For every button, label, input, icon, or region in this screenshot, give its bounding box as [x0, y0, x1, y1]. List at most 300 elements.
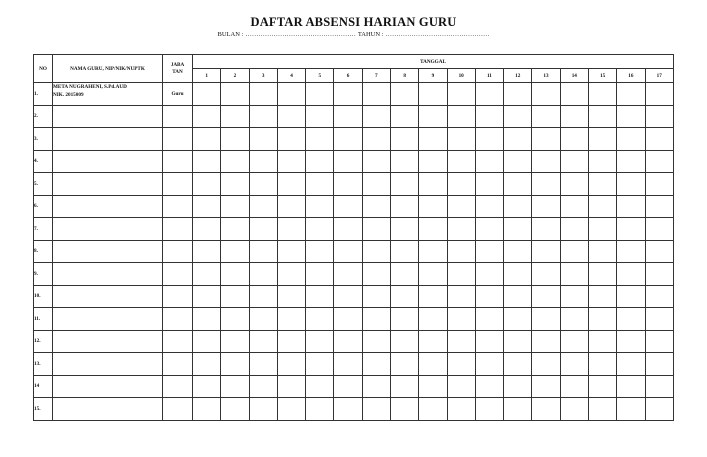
- attendance-cell[interactable]: [249, 195, 277, 218]
- attendance-cell[interactable]: [645, 308, 674, 331]
- attendance-cell[interactable]: [306, 240, 334, 263]
- attendance-cell[interactable]: [277, 375, 305, 398]
- attendance-cell[interactable]: [532, 173, 560, 196]
- attendance-cell[interactable]: [419, 150, 447, 173]
- jabatan-cell[interactable]: Guru: [163, 83, 193, 106]
- attendance-cell[interactable]: [588, 263, 616, 286]
- attendance-cell[interactable]: [419, 308, 447, 331]
- attendance-cell[interactable]: [334, 218, 362, 241]
- attendance-cell[interactable]: [277, 330, 305, 353]
- attendance-cell[interactable]: [588, 330, 616, 353]
- attendance-cell[interactable]: [193, 83, 221, 106]
- attendance-cell[interactable]: [532, 375, 560, 398]
- teacher-name-cell[interactable]: [53, 263, 163, 286]
- attendance-cell[interactable]: [249, 398, 277, 421]
- attendance-cell[interactable]: [193, 375, 221, 398]
- attendance-cell[interactable]: [362, 240, 390, 263]
- attendance-cell[interactable]: [419, 240, 447, 263]
- attendance-cell[interactable]: [193, 308, 221, 331]
- attendance-cell[interactable]: [504, 285, 532, 308]
- attendance-cell[interactable]: [334, 398, 362, 421]
- attendance-cell[interactable]: [588, 285, 616, 308]
- attendance-cell[interactable]: [560, 195, 588, 218]
- attendance-cell[interactable]: [249, 353, 277, 376]
- attendance-cell[interactable]: [419, 398, 447, 421]
- teacher-name-cell[interactable]: [53, 128, 163, 151]
- attendance-cell[interactable]: [560, 308, 588, 331]
- attendance-cell[interactable]: [334, 308, 362, 331]
- period-line: [0, 31, 707, 38]
- attendance-cell[interactable]: [560, 398, 588, 421]
- attendance-cell[interactable]: [277, 173, 305, 196]
- attendance-cell[interactable]: [447, 173, 475, 196]
- jabatan-cell[interactable]: [163, 173, 193, 196]
- attendance-cell[interactable]: [390, 128, 418, 151]
- attendance-cell[interactable]: [334, 128, 362, 151]
- attendance-cell[interactable]: [532, 285, 560, 308]
- teacher-name-cell[interactable]: [53, 398, 163, 421]
- attendance-cell[interactable]: [645, 150, 674, 173]
- attendance-cell[interactable]: [306, 105, 334, 128]
- attendance-cell[interactable]: [390, 308, 418, 331]
- jabatan-cell[interactable]: [163, 105, 193, 128]
- attendance-cell[interactable]: [475, 285, 503, 308]
- attendance-cell[interactable]: [447, 240, 475, 263]
- jabatan-cell[interactable]: [163, 218, 193, 241]
- attendance-cell[interactable]: [193, 353, 221, 376]
- attendance-cell[interactable]: [249, 330, 277, 353]
- attendance-cell[interactable]: [390, 398, 418, 421]
- attendance-cell[interactable]: [334, 195, 362, 218]
- attendance-cell[interactable]: [390, 330, 418, 353]
- attendance-cell[interactable]: [447, 285, 475, 308]
- attendance-cell[interactable]: [306, 353, 334, 376]
- jabatan-cell[interactable]: [163, 128, 193, 151]
- attendance-cell[interactable]: [306, 218, 334, 241]
- attendance-cell[interactable]: [504, 375, 532, 398]
- jabatan-cell[interactable]: [163, 330, 193, 353]
- attendance-cell[interactable]: [475, 173, 503, 196]
- jabatan-cell[interactable]: [163, 308, 193, 331]
- jabatan-cell[interactable]: [163, 195, 193, 218]
- attendance-cell[interactable]: [390, 263, 418, 286]
- attendance-cell[interactable]: [560, 83, 588, 106]
- attendance-cell[interactable]: [560, 173, 588, 196]
- attendance-cell[interactable]: [588, 218, 616, 241]
- attendance-cell[interactable]: [306, 150, 334, 173]
- attendance-cell[interactable]: [532, 128, 560, 151]
- attendance-cell[interactable]: [475, 150, 503, 173]
- attendance-cell[interactable]: [362, 195, 390, 218]
- teacher-name-cell[interactable]: [53, 375, 163, 398]
- attendance-cell[interactable]: [560, 105, 588, 128]
- attendance-cell[interactable]: [306, 195, 334, 218]
- teacher-name-cell[interactable]: [53, 285, 163, 308]
- attendance-cell[interactable]: [475, 105, 503, 128]
- attendance-cell[interactable]: [390, 285, 418, 308]
- attendance-cell[interactable]: [588, 353, 616, 376]
- attendance-cell[interactable]: [560, 128, 588, 151]
- attendance-cell[interactable]: [362, 150, 390, 173]
- row-number: 8.: [34, 240, 53, 263]
- attendance-cell[interactable]: [504, 173, 532, 196]
- attendance-cell[interactable]: [277, 285, 305, 308]
- attendance-cell[interactable]: [362, 285, 390, 308]
- attendance-cell[interactable]: [475, 83, 503, 106]
- attendance-cell[interactable]: [617, 240, 645, 263]
- attendance-cell[interactable]: [362, 375, 390, 398]
- attendance-cell[interactable]: [193, 398, 221, 421]
- attendance-cell[interactable]: [362, 105, 390, 128]
- jabatan-cell[interactable]: [163, 240, 193, 263]
- teacher-name-cell[interactable]: [53, 150, 163, 173]
- attendance-cell[interactable]: [334, 263, 362, 286]
- attendance-cell[interactable]: [419, 218, 447, 241]
- attendance-cell[interactable]: [617, 398, 645, 421]
- jabatan-cell[interactable]: [163, 285, 193, 308]
- attendance-cell[interactable]: [588, 195, 616, 218]
- attendance-cell[interactable]: [645, 353, 674, 376]
- attendance-cell[interactable]: [306, 263, 334, 286]
- teacher-name-cell[interactable]: [53, 83, 163, 106]
- day-header: 11: [475, 69, 503, 83]
- attendance-cell[interactable]: [362, 218, 390, 241]
- attendance-cell[interactable]: [277, 105, 305, 128]
- attendance-cell[interactable]: [645, 285, 674, 308]
- tahun-field[interactable]: …………………………………………: [385, 31, 490, 38]
- attendance-cell[interactable]: [221, 218, 249, 241]
- attendance-cell[interactable]: [588, 83, 616, 106]
- attendance-cell[interactable]: [306, 308, 334, 331]
- attendance-cell[interactable]: [221, 285, 249, 308]
- attendance-cell[interactable]: [419, 195, 447, 218]
- attendance-cell[interactable]: [249, 128, 277, 151]
- attendance-cell[interactable]: [249, 218, 277, 241]
- day-header: 2: [221, 69, 249, 83]
- attendance-cell[interactable]: [419, 375, 447, 398]
- attendance-cell[interactable]: [504, 105, 532, 128]
- attendance-cell[interactable]: [249, 263, 277, 286]
- attendance-cell[interactable]: [475, 218, 503, 241]
- attendance-cell[interactable]: [306, 285, 334, 308]
- attendance-cell[interactable]: [588, 398, 616, 421]
- attendance-cell[interactable]: [560, 240, 588, 263]
- attendance-cell[interactable]: [277, 218, 305, 241]
- attendance-cell[interactable]: [504, 240, 532, 263]
- attendance-cell[interactable]: [193, 285, 221, 308]
- bulan-field[interactable]: ……………………………………………: [245, 31, 356, 38]
- attendance-cell[interactable]: [645, 330, 674, 353]
- attendance-cell[interactable]: [475, 263, 503, 286]
- attendance-cell[interactable]: [532, 105, 560, 128]
- attendance-cell[interactable]: [617, 375, 645, 398]
- attendance-cell[interactable]: [588, 308, 616, 331]
- attendance-cell[interactable]: [221, 150, 249, 173]
- attendance-cell[interactable]: [617, 285, 645, 308]
- attendance-cell[interactable]: [532, 263, 560, 286]
- attendance-cell[interactable]: [193, 150, 221, 173]
- attendance-cell[interactable]: [306, 173, 334, 196]
- attendance-cell[interactable]: [645, 398, 674, 421]
- attendance-cell[interactable]: [588, 240, 616, 263]
- attendance-cell[interactable]: [193, 173, 221, 196]
- attendance-cell[interactable]: [390, 173, 418, 196]
- attendance-cell[interactable]: [617, 218, 645, 241]
- attendance-cell[interactable]: [617, 195, 645, 218]
- teacher-name-cell[interactable]: [53, 353, 163, 376]
- attendance-cell[interactable]: [334, 150, 362, 173]
- attendance-cell[interactable]: [221, 308, 249, 331]
- teacher-name-cell[interactable]: [53, 105, 163, 128]
- day-header: 8: [390, 69, 418, 83]
- attendance-cell[interactable]: [588, 150, 616, 173]
- attendance-cell[interactable]: [277, 83, 305, 106]
- attendance-cell[interactable]: [362, 398, 390, 421]
- day-header: 3: [249, 69, 277, 83]
- attendance-cell[interactable]: [475, 195, 503, 218]
- attendance-cell[interactable]: [645, 105, 674, 128]
- attendance-cell[interactable]: [334, 353, 362, 376]
- attendance-cell[interactable]: [588, 128, 616, 151]
- attendance-cell[interactable]: [532, 240, 560, 263]
- jabatan-cell[interactable]: [163, 150, 193, 173]
- attendance-cell[interactable]: [617, 263, 645, 286]
- attendance-cell[interactable]: [419, 263, 447, 286]
- attendance-cell[interactable]: [390, 150, 418, 173]
- attendance-cell[interactable]: [419, 105, 447, 128]
- jabatan-cell[interactable]: [163, 353, 193, 376]
- attendance-cell[interactable]: [306, 398, 334, 421]
- attendance-cell[interactable]: [560, 330, 588, 353]
- teacher-name-cell[interactable]: [53, 173, 163, 196]
- attendance-cell[interactable]: [277, 263, 305, 286]
- attendance-cell[interactable]: [334, 330, 362, 353]
- attendance-cell[interactable]: [588, 105, 616, 128]
- attendance-cell[interactable]: [504, 150, 532, 173]
- attendance-cell[interactable]: [249, 308, 277, 331]
- attendance-cell[interactable]: [362, 353, 390, 376]
- attendance-cell[interactable]: [419, 173, 447, 196]
- attendance-cell[interactable]: [277, 398, 305, 421]
- attendance-cell[interactable]: [221, 398, 249, 421]
- attendance-cell[interactable]: [249, 240, 277, 263]
- attendance-cell[interactable]: [447, 218, 475, 241]
- attendance-cell[interactable]: [645, 83, 674, 106]
- attendance-cell[interactable]: [193, 195, 221, 218]
- attendance-cell[interactable]: [645, 240, 674, 263]
- attendance-cell[interactable]: [306, 128, 334, 151]
- table-row: [34, 83, 674, 106]
- attendance-cell[interactable]: [221, 83, 249, 106]
- attendance-cell[interactable]: [193, 330, 221, 353]
- attendance-cell[interactable]: [560, 353, 588, 376]
- attendance-cell[interactable]: [193, 263, 221, 286]
- attendance-cell[interactable]: [193, 105, 221, 128]
- attendance-cell[interactable]: [362, 173, 390, 196]
- attendance-cell[interactable]: [334, 83, 362, 106]
- attendance-cell[interactable]: [532, 150, 560, 173]
- attendance-cell[interactable]: [277, 195, 305, 218]
- attendance-cell[interactable]: [362, 330, 390, 353]
- attendance-cell[interactable]: [560, 263, 588, 286]
- day-header: 14: [560, 69, 588, 83]
- attendance-cell[interactable]: [249, 285, 277, 308]
- attendance-cell[interactable]: [390, 195, 418, 218]
- attendance-cell[interactable]: [447, 195, 475, 218]
- attendance-cell[interactable]: [645, 218, 674, 241]
- attendance-cell[interactable]: [645, 263, 674, 286]
- attendance-cell[interactable]: [532, 353, 560, 376]
- attendance-cell[interactable]: [447, 330, 475, 353]
- attendance-cell[interactable]: [419, 353, 447, 376]
- attendance-cell[interactable]: [504, 263, 532, 286]
- attendance-cell[interactable]: [617, 173, 645, 196]
- attendance-cell[interactable]: [504, 195, 532, 218]
- attendance-cell[interactable]: [390, 105, 418, 128]
- attendance-cell[interactable]: [193, 128, 221, 151]
- attendance-cell[interactable]: [532, 308, 560, 331]
- attendance-cell[interactable]: [390, 375, 418, 398]
- attendance-cell[interactable]: [193, 218, 221, 241]
- attendance-cell[interactable]: [532, 83, 560, 106]
- attendance-cell[interactable]: [447, 263, 475, 286]
- attendance-cell[interactable]: [277, 353, 305, 376]
- attendance-cell[interactable]: [617, 105, 645, 128]
- attendance-cell[interactable]: [221, 128, 249, 151]
- attendance-cell[interactable]: [447, 398, 475, 421]
- attendance-cell[interactable]: [504, 330, 532, 353]
- attendance-cell[interactable]: [277, 150, 305, 173]
- jabatan-cell[interactable]: [163, 263, 193, 286]
- attendance-cell[interactable]: [447, 353, 475, 376]
- attendance-cell[interactable]: [475, 398, 503, 421]
- attendance-cell[interactable]: [532, 218, 560, 241]
- attendance-cell[interactable]: [475, 128, 503, 151]
- attendance-cell[interactable]: [221, 240, 249, 263]
- attendance-cell[interactable]: [645, 173, 674, 196]
- attendance-cell[interactable]: [249, 173, 277, 196]
- attendance-cell[interactable]: [447, 83, 475, 106]
- attendance-cell[interactable]: [645, 195, 674, 218]
- attendance-cell[interactable]: [362, 308, 390, 331]
- attendance-cell[interactable]: [532, 195, 560, 218]
- attendance-cell[interactable]: [362, 83, 390, 106]
- attendance-cell[interactable]: [221, 173, 249, 196]
- attendance-cell[interactable]: [419, 285, 447, 308]
- attendance-cell[interactable]: [447, 105, 475, 128]
- attendance-cell[interactable]: [475, 353, 503, 376]
- attendance-cell[interactable]: [362, 128, 390, 151]
- attendance-cell[interactable]: [560, 285, 588, 308]
- attendance-cell[interactable]: [560, 150, 588, 173]
- attendance-cell[interactable]: [193, 240, 221, 263]
- attendance-cell[interactable]: [504, 128, 532, 151]
- attendance-cell[interactable]: [249, 150, 277, 173]
- table-row: [34, 263, 674, 286]
- attendance-cell[interactable]: [390, 240, 418, 263]
- attendance-cell[interactable]: [504, 308, 532, 331]
- teacher-name-cell[interactable]: [53, 308, 163, 331]
- row-number: 7.: [34, 218, 53, 241]
- attendance-cell[interactable]: [447, 128, 475, 151]
- attendance-cell[interactable]: [221, 353, 249, 376]
- attendance-cell[interactable]: [221, 375, 249, 398]
- attendance-cell[interactable]: [390, 218, 418, 241]
- attendance-cell[interactable]: [645, 128, 674, 151]
- attendance-cell[interactable]: [249, 105, 277, 128]
- attendance-cell[interactable]: [560, 375, 588, 398]
- attendance-cell[interactable]: [532, 330, 560, 353]
- attendance-cell[interactable]: [447, 375, 475, 398]
- attendance-cell[interactable]: [334, 105, 362, 128]
- teacher-name-cell[interactable]: [53, 218, 163, 241]
- attendance-cell[interactable]: [447, 150, 475, 173]
- attendance-cell[interactable]: [560, 218, 588, 241]
- attendance-cell[interactable]: [475, 330, 503, 353]
- attendance-cell[interactable]: [249, 375, 277, 398]
- teacher-name: META NUGRAHENI, S.Pd.AUD: [53, 84, 127, 90]
- attendance-cell[interactable]: [306, 83, 334, 106]
- attendance-cell[interactable]: [617, 330, 645, 353]
- attendance-cell[interactable]: [617, 150, 645, 173]
- attendance-cell[interactable]: [221, 330, 249, 353]
- attendance-cell[interactable]: [277, 240, 305, 263]
- attendance-cell[interactable]: [334, 375, 362, 398]
- attendance-cell[interactable]: [504, 353, 532, 376]
- attendance-cell[interactable]: [532, 398, 560, 421]
- attendance-cell[interactable]: [419, 83, 447, 106]
- attendance-cell[interactable]: [475, 308, 503, 331]
- attendance-cell[interactable]: [362, 263, 390, 286]
- attendance-cell[interactable]: [334, 173, 362, 196]
- jabatan-cell[interactable]: [163, 398, 193, 421]
- attendance-cell[interactable]: [588, 375, 616, 398]
- teacher-name-cell[interactable]: [53, 330, 163, 353]
- attendance-cell[interactable]: [475, 240, 503, 263]
- attendance-cell[interactable]: [504, 398, 532, 421]
- attendance-cell[interactable]: [249, 83, 277, 106]
- attendance-cell[interactable]: [617, 353, 645, 376]
- attendance-cell[interactable]: [475, 375, 503, 398]
- attendance-cell[interactable]: [617, 83, 645, 106]
- teacher-name-cell[interactable]: [53, 195, 163, 218]
- attendance-cell[interactable]: [419, 330, 447, 353]
- attendance-cell[interactable]: [419, 128, 447, 151]
- attendance-cell[interactable]: [390, 83, 418, 106]
- attendance-cell[interactable]: [504, 218, 532, 241]
- attendance-cell[interactable]: [588, 173, 616, 196]
- attendance-cell[interactable]: [221, 263, 249, 286]
- teacher-name-cell[interactable]: [53, 240, 163, 263]
- attendance-cell[interactable]: [447, 308, 475, 331]
- attendance-cell[interactable]: [221, 105, 249, 128]
- attendance-cell[interactable]: [645, 375, 674, 398]
- attendance-cell[interactable]: [277, 308, 305, 331]
- attendance-cell[interactable]: [617, 308, 645, 331]
- attendance-cell[interactable]: [617, 128, 645, 151]
- table-row: [34, 173, 674, 196]
- attendance-cell[interactable]: [390, 353, 418, 376]
- attendance-cell[interactable]: [306, 330, 334, 353]
- attendance-cell[interactable]: [221, 195, 249, 218]
- attendance-cell[interactable]: [306, 375, 334, 398]
- attendance-cell[interactable]: [277, 128, 305, 151]
- attendance-cell[interactable]: [504, 83, 532, 106]
- row-number: 2.: [34, 105, 53, 128]
- attendance-cell[interactable]: [334, 240, 362, 263]
- attendance-cell[interactable]: [334, 285, 362, 308]
- jabatan-cell[interactable]: [163, 375, 193, 398]
